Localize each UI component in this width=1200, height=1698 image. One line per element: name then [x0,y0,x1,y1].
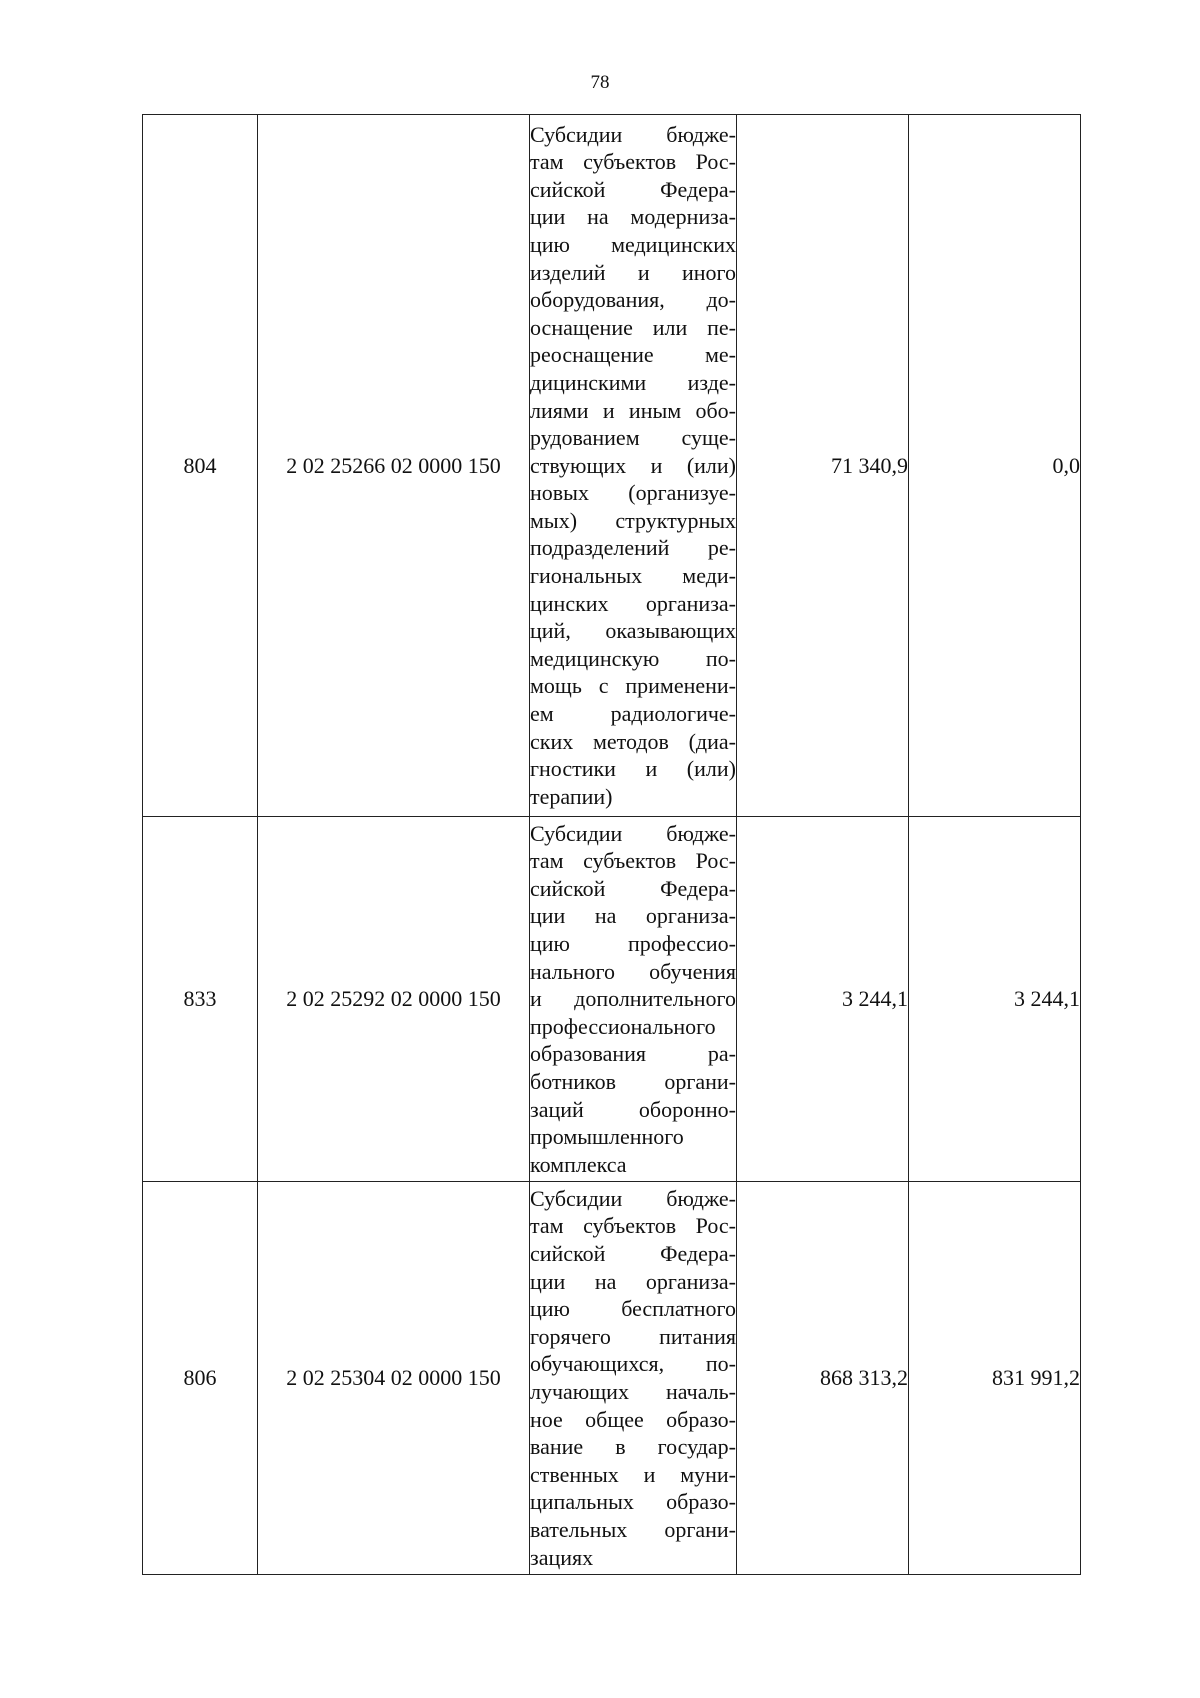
description-line: ствующих и (или) [530,452,736,478]
admin-code-cell: 804 [143,115,258,817]
description-line: там субъектов Рос- [530,149,736,175]
description-line: оснащение или пе- [530,314,736,340]
description-line: Субсидии бюдже- [530,820,736,846]
description-line: гиональных меди- [530,563,736,589]
admin-code-cell: 833 [143,817,258,1182]
description-cell [530,115,737,817]
page-number: 78 [590,72,610,93]
description-line: и дополнительного [530,986,736,1012]
description-line: там субъектов Рос- [530,1213,736,1239]
description-line: ции на организа- [530,903,736,929]
description-line: Субсидии бюдже- [530,1185,736,1211]
table-row [143,817,1081,1182]
admin-code-cell: 806 [143,1182,258,1575]
description-line: ций, оказывающих [530,618,736,644]
table-row [143,115,1081,817]
description-line: изделий и иного [530,259,736,285]
description-line: обучающихся, по- [530,1351,736,1377]
description-line: гностики и (или) [530,756,736,782]
description-line: мых) структурных [530,507,736,533]
description-line: цинских организа- [530,590,736,616]
description-line: медицинскую по- [530,645,736,671]
description-line: новых (организуе- [530,480,736,506]
description-line: лучающих началь- [530,1379,736,1404]
description-line: подразделений ре- [530,535,736,561]
description-line: мощь с применени- [530,673,736,699]
description-line: горячего питания [530,1323,736,1349]
kbk-code-cell: 2 02 25266 02 0000 150 [258,115,530,817]
description-line: сийской Федера- [530,1241,736,1267]
description-line: ем радиологиче- [530,701,736,727]
description-line: Субсидии бюдже- [530,121,736,147]
description-line: ции на модерниза- [530,204,736,230]
table-row [143,1182,1081,1575]
description-line: терапии) [530,783,613,809]
description-line: ственных и муни- [530,1461,736,1487]
amount-2-cell: 3 244,1 [909,817,1081,1182]
description-line: сийской Федера- [530,875,736,901]
amount-1-cell: 868 313,2 [737,1182,909,1575]
description-line: там субъектов Рос- [530,848,736,874]
description-line: промышленного [530,1124,684,1150]
amount-1-cell: 3 244,1 [737,817,909,1182]
description-cell [530,1182,737,1575]
description-line: сийской Федера- [530,176,736,202]
description-line: реоснащение ме- [530,342,736,368]
description-line: цию медицинских [530,231,736,257]
description-line: образования ра- [530,1041,736,1067]
description-line: лиями и иным обо- [530,397,736,423]
amount-2-cell: 0,0 [909,115,1081,817]
description-line: профессионального [530,1013,716,1039]
description-cell [530,817,737,1182]
description-line: ботников органи- [530,1068,736,1094]
description-line: нального обучения [530,958,736,984]
kbk-code-cell: 2 02 25304 02 0000 150 [258,1182,530,1575]
description-line: ное общее образо- [530,1406,736,1432]
description-line: комплекса [530,1151,627,1177]
amount-1-cell: 71 340,9 [737,115,909,817]
amount-2-cell: 831 991,2 [909,1182,1081,1575]
description-line: ципальных образо- [530,1489,736,1515]
description-line: зациях [530,1544,594,1570]
description-line: цию профессио- [530,931,736,957]
description-line: ции на организа- [530,1268,736,1294]
kbk-code-cell: 2 02 25292 02 0000 150 [258,817,530,1182]
description-line: оборудования, до- [530,287,736,313]
description-line: вание в государ- [530,1434,736,1460]
description-line: вательных органи- [530,1516,736,1542]
description-line: рудованием суще- [530,425,736,451]
budget-table [142,114,1081,1575]
description-line: дицинскими изде- [530,369,736,395]
description-line: ских методов (диа- [530,728,736,754]
description-line: заций оборонно- [530,1096,736,1122]
description-line: цию бесплатного [530,1296,736,1322]
